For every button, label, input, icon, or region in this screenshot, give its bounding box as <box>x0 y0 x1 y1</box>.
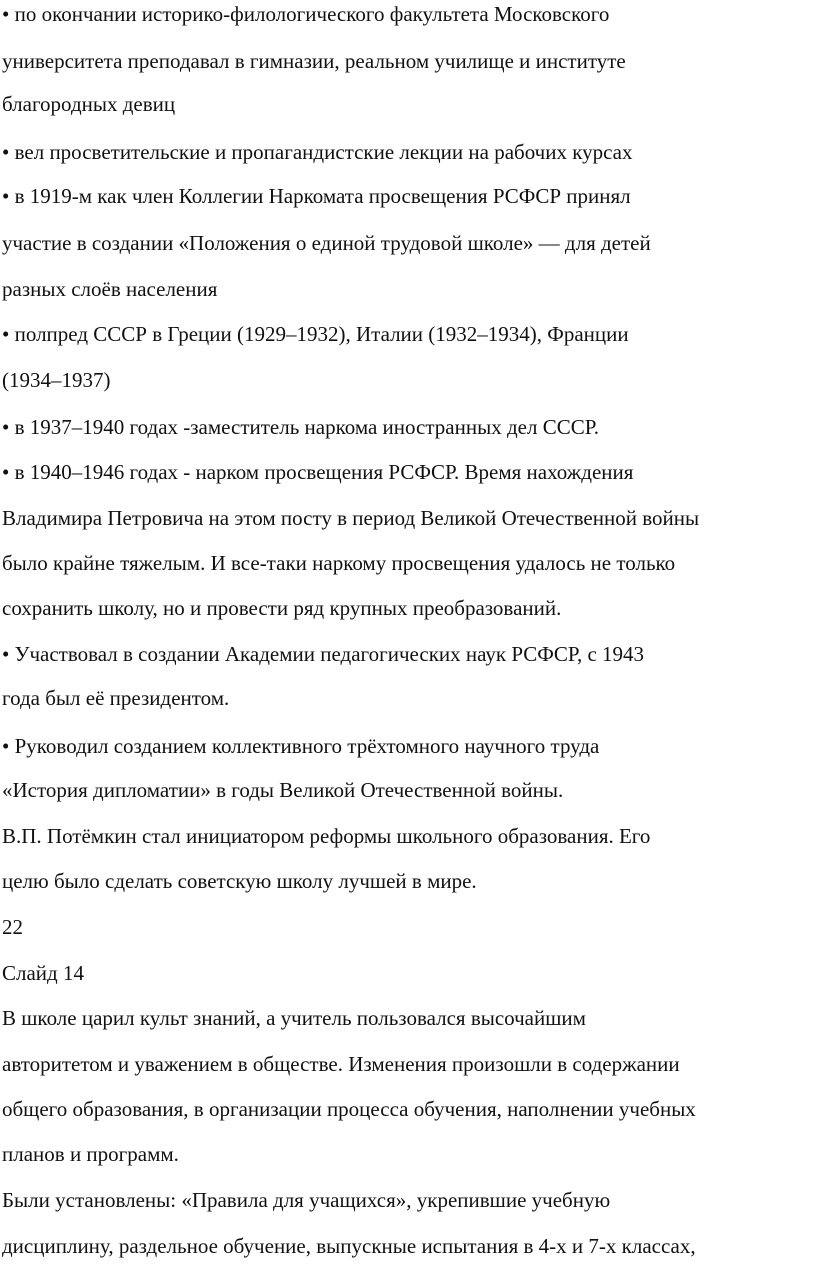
page-number: 22 <box>2 915 23 939</box>
text-line: Были установлены: «Правила для учащихся», укрепившие учебную <box>2 1188 611 1212</box>
text-line: участие в создании «Положения о единой трудовой школе» — для детей <box>2 231 651 255</box>
text-line: • в 1940–1946 годах - нарком просвещения РСФСР. Время нахождения <box>2 460 634 484</box>
text-line: благородных девиц <box>2 92 176 116</box>
text-line: В.П. Потёмкин стал инициатором реформы школьного образования. Его <box>2 824 651 848</box>
text-line: сохранить школу, но и провести ряд крупных преобразований. <box>2 596 562 620</box>
text-line: разных слоёв населения <box>2 277 218 301</box>
text-line: было крайне тяжелым. И все-таки наркому просвещения удалось не только <box>2 551 676 575</box>
text-line: «История дипломатии» в годы Великой Отечественной войны. <box>2 778 564 802</box>
slide-label: Слайд 14 <box>2 961 84 985</box>
text-line: университета преподавал в гимназии, реальном училище и институте <box>2 49 626 73</box>
text-line: • в 1937–1940 годах -заместитель наркома иностранных дел СССР. <box>2 415 600 439</box>
text-line: • полпред СССР в Греции (1929–1932), Италии (1932–1934), Франции <box>2 322 629 346</box>
text-line: (1934–1937) <box>2 368 111 392</box>
text-line: дисциплину, раздельное обучение, выпускные испытания в 4-х и 7-х классах, <box>2 1234 696 1258</box>
text-line: целю было сделать советскую школу лучшей в мире. <box>2 869 477 893</box>
text-line: года был её президентом. <box>2 686 230 710</box>
text-line: общего образования, в организации процесса обучения, наполнении учебных <box>2 1097 696 1121</box>
text-line: • Участвовал в создании Академии педагогических наук РСФСР, с 1943 <box>2 642 645 666</box>
text-line: • вел просветительские и пропагандистские лекции на рабочих курсах <box>2 140 633 164</box>
text-line: планов и программ. <box>2 1142 179 1166</box>
text-line: авторитетом и уважением в обществе. Изменения произошли в содержании <box>2 1052 680 1076</box>
text-line: • Руководил созданием коллективного трёхтомного научного труда <box>2 734 600 758</box>
text-line: В школе царил культ знаний, а учитель пользовался высочайшим <box>2 1006 586 1030</box>
text-line: Владимира Петровича на этом посту в период Великой Отечественной войны <box>2 506 700 530</box>
text-line: • по окончании историко-филологического факультета Московского <box>2 2 610 26</box>
text-line: • в 1919-м как член Коллегии Наркомата просвещения РСФСР принял <box>2 184 631 208</box>
